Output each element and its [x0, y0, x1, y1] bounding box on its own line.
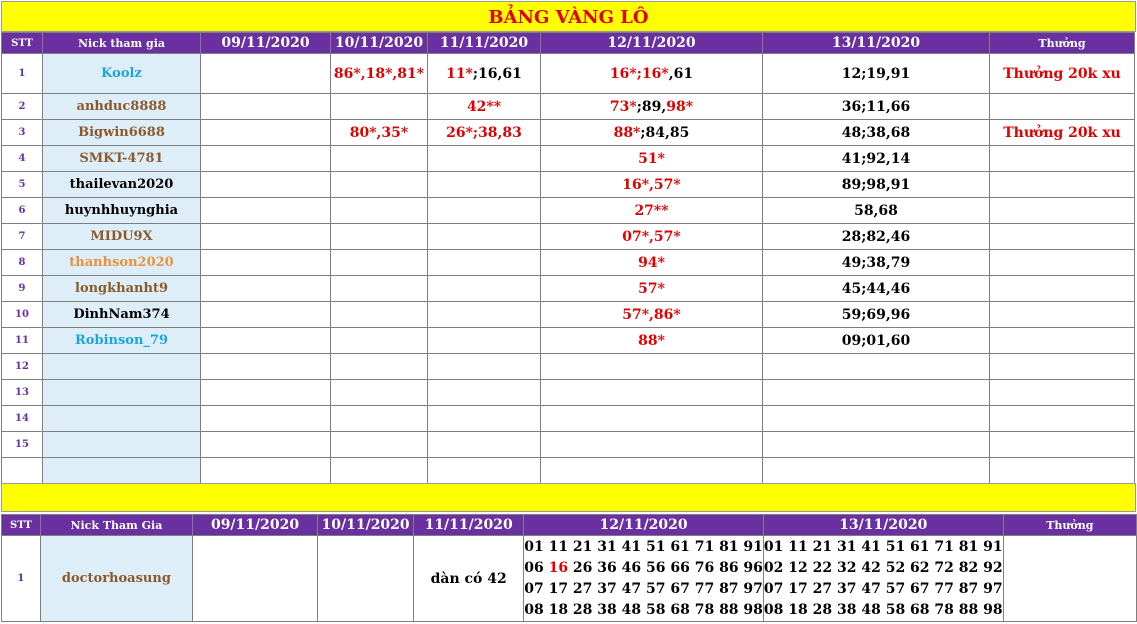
stt-cell: 4 — [2, 146, 43, 172]
prize-cell — [990, 380, 1135, 406]
date-cell-d10 — [331, 54, 428, 94]
date-cell-d10 — [331, 354, 428, 380]
date-cell-d10 — [331, 276, 428, 302]
date-cell-d13: 12;19,91 — [763, 54, 990, 94]
date-cell-d13: 28;82,46 — [763, 224, 990, 250]
header-date-1011: 10/11/2020 — [331, 33, 428, 54]
table-row — [2, 198, 1135, 224]
date-cell-0911 — [201, 224, 331, 250]
date-cell-d12 — [541, 458, 763, 484]
date-cell-d10 — [331, 146, 428, 172]
date-cell-d12 — [541, 380, 763, 406]
table-row — [2, 172, 1135, 198]
nick-cell: anhduc8888 — [43, 94, 201, 120]
table-row — [2, 458, 1135, 484]
prize-cell: Thưởng 20k xu — [990, 54, 1135, 94]
nick-cell: doctorhoasung — [40, 536, 192, 622]
date-cell-d12 — [541, 224, 763, 250]
table-row — [2, 406, 1135, 432]
nick-cell — [43, 354, 201, 380]
nick-cell — [43, 458, 201, 484]
table-row — [2, 224, 1135, 250]
result-segment: 11* — [446, 65, 473, 82]
dan-line — [764, 537, 1003, 558]
date-cell-d12 — [541, 54, 763, 94]
date-cell-d13 — [763, 354, 990, 380]
dan-segment: 26 36 46 56 66 76 86 96 — [568, 559, 763, 576]
date-cell-0911 — [201, 328, 331, 354]
date-cell-0911 — [201, 432, 331, 458]
result-segment: 80*,35* — [349, 124, 409, 141]
table-row — [2, 94, 1135, 120]
leaderboard-header-row — [2, 33, 1135, 54]
date-cell-d12 — [541, 354, 763, 380]
dan-line — [524, 600, 763, 621]
date-cell-d11 — [428, 146, 541, 172]
nick-cell: Bigwin6688 — [43, 120, 201, 146]
table-row — [2, 302, 1135, 328]
stt-cell: 13 — [2, 380, 43, 406]
header-date-1111: 11/11/2020 — [414, 515, 524, 536]
result-segment: 88* — [638, 332, 665, 349]
title-band — [1, 1, 1136, 32]
stt-cell: 1 — [2, 536, 41, 622]
date-cell-d13 — [763, 406, 990, 432]
date-cell-d11 — [428, 224, 541, 250]
result-segment: ;84,85 — [640, 124, 690, 141]
date-cell-d13: 48;38,68 — [763, 120, 990, 146]
date-cell-d11 — [428, 302, 541, 328]
header-nick: Nick Tham Gia — [40, 515, 192, 536]
header-stt: STT — [2, 515, 41, 536]
date-cell-0911 — [201, 354, 331, 380]
header-date-1211: 12/11/2020 — [541, 33, 763, 54]
date-cell-d12 — [541, 302, 763, 328]
stt-cell: 5 — [2, 172, 43, 198]
dan-segment: 01 11 21 31 41 51 61 71 81 91 — [524, 538, 763, 555]
header-date-1011: 10/11/2020 — [318, 515, 414, 536]
date-cell-d11 — [428, 432, 541, 458]
date-cell-d11 — [428, 458, 541, 484]
stt-cell: 8 — [2, 250, 43, 276]
nick-cell: Robinson_79 — [43, 328, 201, 354]
dan-cell-1211 — [524, 536, 764, 622]
result-segment: 16*;16* — [609, 65, 669, 82]
prize-cell — [990, 94, 1135, 120]
date-cell-d10 — [331, 302, 428, 328]
header-date-0911: 09/11/2020 — [201, 33, 331, 54]
dan-line — [764, 579, 1003, 600]
prize-cell — [990, 432, 1135, 458]
date-cell-d12 — [541, 120, 763, 146]
date-cell-0911 — [201, 172, 331, 198]
date-cell-d12 — [541, 276, 763, 302]
date-cell-d10 — [331, 250, 428, 276]
dan-header-row — [2, 515, 1137, 536]
result-segment: 26*;38,83 — [446, 124, 522, 141]
date-cell-0911 — [201, 54, 331, 94]
date-cell-d11 — [428, 380, 541, 406]
dan-line — [524, 579, 763, 600]
header-date-0911: 09/11/2020 — [193, 515, 318, 536]
table-row — [2, 54, 1135, 94]
date-cell-d12 — [541, 406, 763, 432]
table-row — [2, 250, 1135, 276]
date-cell-d12 — [541, 94, 763, 120]
header-date-1311: 13/11/2020 — [763, 515, 1003, 536]
date-cell-d12 — [541, 146, 763, 172]
result-segment: 98* — [666, 98, 694, 115]
date-cell-d13: 49;38,79 — [763, 250, 990, 276]
prize-cell — [990, 146, 1135, 172]
dan-segment: 08 18 28 38 48 58 68 78 88 98 — [763, 601, 1003, 618]
prize-cell — [990, 328, 1135, 354]
table-row — [2, 120, 1135, 146]
header-date-1311: 13/11/2020 — [763, 33, 990, 54]
header-date-1111: 11/11/2020 — [428, 33, 541, 54]
dan-line — [524, 558, 763, 579]
date-cell-d11 — [428, 328, 541, 354]
date-cell-d11 — [428, 54, 541, 94]
dan-segment: 08 18 28 38 48 58 68 78 88 98 — [524, 601, 763, 618]
result-segment: ;16,61 — [472, 65, 522, 82]
date-cell-0911 — [201, 380, 331, 406]
date-cell-d11 — [428, 406, 541, 432]
date-cell-d13: 41;92,14 — [763, 146, 990, 172]
result-segment: 27** — [634, 202, 669, 219]
date-cell-0911 — [201, 198, 331, 224]
header-stt: STT — [2, 33, 43, 54]
nick-cell — [43, 380, 201, 406]
dan-cell-1311 — [763, 536, 1003, 622]
nick-cell: Koolz — [43, 54, 201, 94]
dan-line — [524, 537, 763, 558]
result-segment: ;89, — [636, 98, 667, 115]
prize-cell — [990, 198, 1135, 224]
date-cell-0911 — [193, 536, 318, 622]
prize-cell — [990, 302, 1135, 328]
date-cell-0911 — [201, 302, 331, 328]
prize-cell — [990, 224, 1135, 250]
date-cell-1011 — [318, 536, 414, 622]
prize-cell — [990, 276, 1135, 302]
date-cell-d11 — [428, 276, 541, 302]
date-cell-0911 — [201, 276, 331, 302]
prize-cell — [990, 406, 1135, 432]
stt-cell: 6 — [2, 198, 43, 224]
date-cell-1111: dàn có 42 — [414, 536, 524, 622]
date-cell-d10 — [331, 432, 428, 458]
date-cell-d10 — [331, 94, 428, 120]
prize-cell — [990, 458, 1135, 484]
dan-segment: 01 11 21 31 41 51 61 71 81 91 — [763, 538, 1003, 555]
date-cell-d11 — [428, 198, 541, 224]
dan-segment: 02 12 22 32 42 52 62 72 82 92 — [763, 559, 1003, 576]
date-cell-d13: 36;11,66 — [763, 94, 990, 120]
stt-cell: 9 — [2, 276, 43, 302]
date-cell-d10 — [331, 172, 428, 198]
date-cell-d13 — [763, 380, 990, 406]
header-prize: Thưởng — [1003, 515, 1136, 536]
date-cell-d13: 45;44,46 — [763, 276, 990, 302]
date-cell-d12 — [541, 432, 763, 458]
leaderboard-table — [1, 32, 1135, 484]
nick-cell: DinhNam374 — [43, 302, 201, 328]
date-cell-0911 — [201, 146, 331, 172]
dan-segment: 07 17 27 37 47 57 67 77 87 97 — [763, 580, 1003, 597]
result-segment: 94* — [638, 254, 665, 271]
prize-cell — [990, 250, 1135, 276]
date-cell-d11 — [428, 250, 541, 276]
prize-cell — [990, 172, 1135, 198]
result-segment: ,61 — [668, 65, 694, 82]
table-row — [2, 328, 1135, 354]
nick-cell: huynhhuynghia — [43, 198, 201, 224]
stt-cell: 3 — [2, 120, 43, 146]
date-cell-0911 — [201, 458, 331, 484]
header-date-1211: 12/11/2020 — [524, 515, 764, 536]
result-segment: 51* — [638, 150, 665, 167]
stt-cell: 12 — [2, 354, 43, 380]
date-cell-d13 — [763, 432, 990, 458]
dan-segment: 06 — [524, 559, 549, 576]
stt-cell: 2 — [2, 94, 43, 120]
table-row — [2, 354, 1135, 380]
table-row — [2, 276, 1135, 302]
date-cell-d12 — [541, 250, 763, 276]
spacer-band — [1, 483, 1136, 512]
date-cell-d10 — [331, 328, 428, 354]
prize-cell — [990, 354, 1135, 380]
dan-line — [764, 558, 1003, 579]
date-cell-d10 — [331, 380, 428, 406]
nick-cell: MIDU9X — [43, 224, 201, 250]
table-row — [2, 432, 1135, 458]
nick-cell — [43, 432, 201, 458]
leaderboard-body — [2, 54, 1135, 484]
date-cell-d13 — [763, 458, 990, 484]
result-segment: 16*,57* — [622, 176, 681, 193]
date-cell-d11 — [428, 172, 541, 198]
prize-cell — [1003, 536, 1136, 622]
header-prize: Thưởng — [990, 33, 1135, 54]
stt-cell: 11 — [2, 328, 43, 354]
date-cell-d11 — [428, 354, 541, 380]
date-cell-d12 — [541, 328, 763, 354]
date-cell-0911 — [201, 406, 331, 432]
stt-cell: 1 — [2, 54, 43, 94]
date-cell-0911 — [201, 94, 331, 120]
date-cell-0911 — [201, 120, 331, 146]
result-segment: 57* — [638, 280, 665, 297]
date-cell-0911 — [201, 250, 331, 276]
prize-cell: Thưởng 20k xu — [990, 120, 1135, 146]
result-segment: 07*,57* — [622, 228, 681, 245]
date-cell-d10 — [331, 198, 428, 224]
nick-cell: longkhanht9 — [43, 276, 201, 302]
date-cell-d10 — [331, 458, 428, 484]
table-row — [2, 146, 1135, 172]
date-cell-d12 — [541, 198, 763, 224]
table-row — [2, 380, 1135, 406]
dan-table — [1, 514, 1137, 622]
date-cell-d11 — [428, 94, 541, 120]
stt-cell — [2, 458, 43, 484]
nick-cell — [43, 406, 201, 432]
result-segment: 42** — [466, 98, 502, 115]
date-cell-d13: 59;69,96 — [763, 302, 990, 328]
result-segment: 73* — [609, 98, 637, 115]
nick-cell: SMKT-4781 — [43, 146, 201, 172]
page-title: BẢNG VÀNG LÔ — [488, 7, 649, 28]
nick-cell: thanhson2020 — [43, 250, 201, 276]
result-segment: 57*,86* — [622, 306, 681, 323]
date-cell-d11 — [428, 120, 541, 146]
result-segment: 86*,18*,81* — [333, 65, 425, 82]
table-row — [2, 536, 1137, 622]
dan-line — [764, 600, 1003, 621]
date-cell-d10 — [331, 224, 428, 250]
date-cell-d10 — [331, 120, 428, 146]
dan-segment: 07 17 27 37 47 57 67 77 87 97 — [524, 580, 763, 597]
nick-cell: thailevan2020 — [43, 172, 201, 198]
header-nick: Nick tham gia — [43, 33, 201, 54]
result-segment: 88* — [613, 124, 641, 141]
date-cell-d13: 09;01,60 — [763, 328, 990, 354]
date-cell-d12 — [541, 172, 763, 198]
stt-cell: 7 — [2, 224, 43, 250]
stt-cell: 14 — [2, 406, 43, 432]
date-cell-d13: 58,68 — [763, 198, 990, 224]
stt-cell: 15 — [2, 432, 43, 458]
date-cell-d13: 89;98,91 — [763, 172, 990, 198]
dan-segment: 16 — [548, 559, 569, 576]
stt-cell: 10 — [2, 302, 43, 328]
date-cell-d10 — [331, 406, 428, 432]
